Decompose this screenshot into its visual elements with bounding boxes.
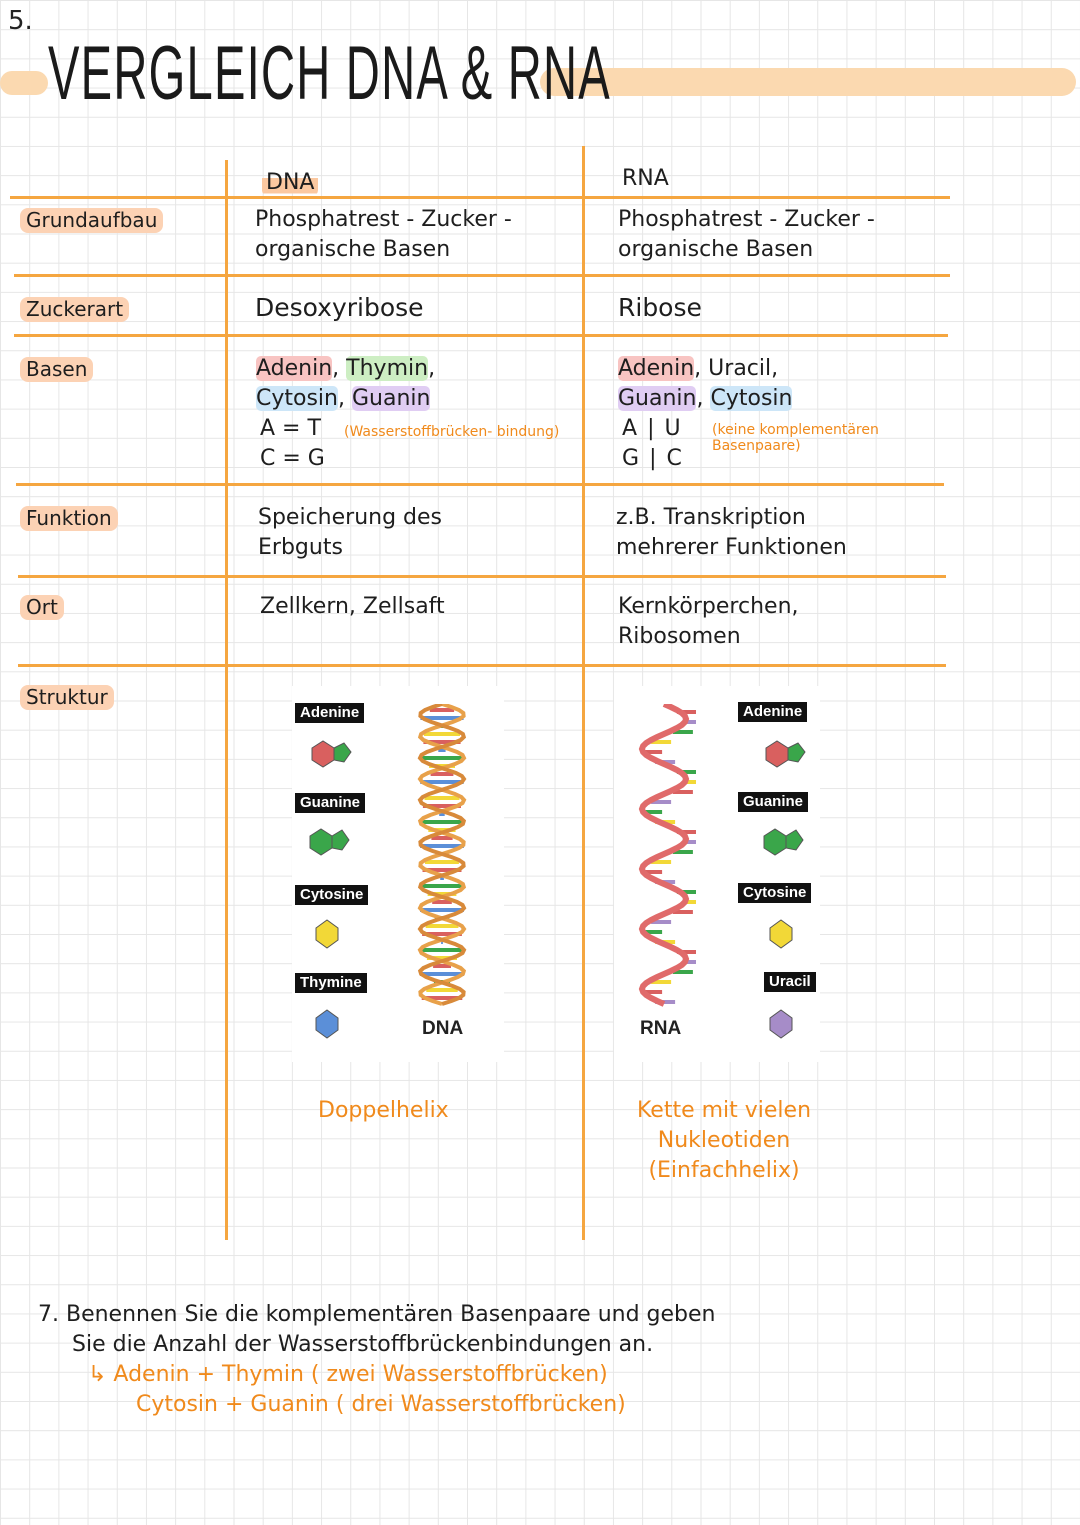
ort-rna [618,592,799,652]
text-line: organische Basen [255,237,451,262]
guanine-molecule-icon [752,814,812,864]
funktion-dna [258,503,442,563]
text-line: (Einfachhelix) [648,1158,800,1183]
base-tag: Thymine [295,973,367,993]
column-header-rna: RNA [622,166,669,191]
base-pair-rung [421,756,464,760]
ort-dna: Zellkern, Zellsaft [260,594,445,619]
base-pair-rung [421,820,463,824]
base-thymin: Thymin [346,356,429,381]
basen-dna: Adenin, Thymin, Cytosin, Guanin [256,356,436,411]
base-tag: Adenine [295,703,364,723]
base-guanin: Guanin [618,386,697,411]
base-pair-rung [426,924,459,928]
cytosine-molecule-icon [760,908,810,954]
table-divider-right [582,146,585,1240]
text-line: Ribosomen [618,624,741,649]
adenine-molecule-icon [298,726,358,776]
zuckerart-dna: Desoxyribose [255,293,424,322]
text-line: Kette mit vielen [636,1098,812,1123]
table-line [18,664,946,667]
basen-dna-note: (Wasserstoffbrücken- bindung) [344,424,560,440]
text-line: Speicherung des [258,505,443,530]
table-line [14,334,948,337]
pair-letter: A [622,416,638,441]
page-number: 5. [8,6,33,36]
text-line: organische Basen [618,237,814,262]
text-line: z.B. Transkription [616,505,806,530]
base-guanin: Guanin [351,386,431,411]
column-header-dna: DNA [262,170,318,196]
row-label-basen: Basen [20,357,93,382]
pair-at: A = T [260,416,321,441]
text-line: Kernkörperchen, [618,594,799,619]
base-tag: Adenine [738,702,807,722]
zuckerart-rna: Ribose [618,293,702,322]
pair-cg: C = G [260,446,325,471]
rna-caption [624,1096,824,1186]
table-line [16,483,944,486]
text-line: mehrerer Funktionen [616,535,847,560]
grundaufbau-rna [618,205,875,265]
base-adenin: Adenin [618,356,695,381]
base-pair-rung [421,884,463,888]
thymine-molecule-icon [306,998,356,1048]
funktion-rna [616,503,847,563]
pair-letter: C [666,446,682,471]
title-highlight-left [0,71,48,95]
text-line: Phosphatrest - Zucker - [618,207,875,232]
base-tag: Uracil [764,972,816,992]
base-cytosin: Cytosin [256,386,338,411]
adenine-molecule-icon [752,726,812,776]
row-label-struktur: Struktur [20,685,114,710]
base-uracil: Uracil [708,356,772,381]
basen-rna: Adenin, Uracil, Guanin, Cytosin [618,356,793,411]
dna-helix-label: DNA [422,1018,464,1039]
row-label-grundaufbau: Grundaufbau [20,208,163,233]
text-line: Nukleotiden [657,1128,791,1153]
task-answer: ↳ Adenin + Thymin ( zwei Wasserstoffbrücken) [88,1362,608,1387]
table-line [18,575,946,578]
base-tag: Guanine [738,792,808,812]
dna-caption: Doppelhelix [318,1098,449,1123]
task-question: 7. Benennen Sie die komplementären Basenpaare und geben [38,1302,716,1327]
rna-single-helix-icon [632,704,696,1010]
rna-helix-label: RNA [640,1018,682,1039]
basen-dna-pairs [260,414,325,474]
uracil-molecule-icon [760,998,810,1048]
row-label-ort: Ort [20,595,64,620]
base-tag: Cytosine [738,883,811,903]
dna-figure [292,686,504,1062]
base-pair-rung [425,860,459,864]
text-line: Erbguts [258,535,343,560]
pair-letter: U [664,416,681,441]
task-block [38,1300,1038,1420]
title-highlight-right [540,68,1076,96]
page-title: VERGLEICH DNA & RNA [48,31,611,116]
task-question: Sie die Anzahl der Wasserstoffbrückenbindungen an. [72,1332,654,1357]
cytosine-molecule-icon [306,908,356,954]
table-divider-left [225,160,228,1240]
base-tag: Cytosine [295,885,368,905]
text-line: Phosphatrest - Zucker - [255,207,512,232]
grundaufbau-dna [255,205,512,265]
pair-letter: G [622,446,640,471]
dna-double-helix-icon [410,704,474,1010]
base-adenin: Adenin [256,356,333,381]
table-line [14,274,950,277]
base-pair-rung [426,988,457,992]
table-line [10,196,950,199]
base-tag: Guanine [295,793,365,813]
guanine-molecule-icon [298,814,358,864]
row-label-funktion: Funktion [20,506,118,531]
basen-rna-note: (keine komplementären Basenpaare) [712,422,879,454]
base-pair-rung [424,732,460,736]
base-pair-rung [421,948,462,952]
rna-figure [614,686,820,1062]
base-cytosin: Cytosin [710,386,793,411]
base-pair-rung [425,796,460,800]
row-label-zuckerart: Zuckerart [20,297,129,322]
basen-rna-pairs: A | U G | C [622,416,682,471]
task-answer: Cytosin + Guanin ( drei Wasserstoffbrücken) [136,1392,626,1417]
